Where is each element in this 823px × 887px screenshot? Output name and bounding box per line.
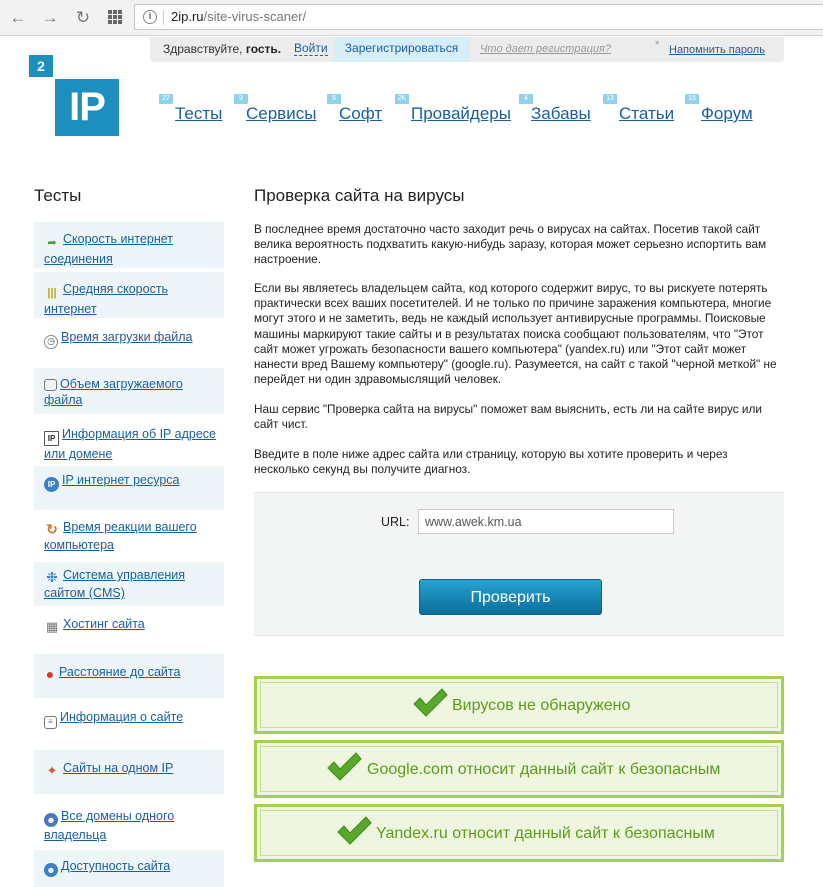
login-bar — [150, 37, 784, 62]
sidebar-item-file-size[interactable] — [34, 368, 224, 414]
nav-count-badge: 4 — [519, 94, 533, 104]
nav-label[interactable]: Сервисы — [246, 104, 317, 123]
nav-count-badge: 2K — [395, 94, 409, 104]
logo-ip[interactable]: IP — [55, 79, 119, 136]
sidebar-item-label[interactable]: Время загрузки файла — [61, 330, 193, 344]
sidebar-item-label[interactable]: Скорость интернет соединения — [44, 232, 173, 266]
nav-count-badge: 27 — [159, 94, 173, 104]
url-domain: 2ip.ru — [171, 9, 204, 24]
result-google — [254, 740, 784, 798]
sidebar-item-hosting[interactable] — [34, 614, 224, 640]
sidebar-item-label[interactable]: Средняя скорость интернет — [44, 282, 169, 316]
sidebar-item-resource-ip[interactable] — [34, 466, 224, 510]
server-icon: ▦ — [45, 619, 59, 634]
sidebar-item-cms[interactable] — [34, 562, 224, 606]
sidebar-item-label[interactable]: Хостинг сайта — [63, 617, 145, 631]
owner-icon: ☻ — [44, 813, 58, 827]
intro-paragraph-4: Введите в поле ниже адрес сайта или страницу, которую вы хотите проверить и через несколько секунд вы получите диагноз. — [254, 447, 728, 477]
reload-icon[interactable]: ↻ — [75, 8, 91, 27]
url-text[interactable] — [171, 9, 306, 24]
cms-icon: ❉ — [46, 569, 58, 585]
clock-icon: ◷ — [44, 335, 58, 349]
result-no-viruses — [254, 676, 784, 734]
result-text: Вирусов не обнаружено — [452, 697, 631, 714]
nav-label[interactable]: Софт — [339, 104, 383, 123]
register-button[interactable]: Зарегистрироваться — [333, 37, 470, 62]
sidebar-item-same-ip[interactable] — [34, 750, 224, 794]
sidebar-item-label[interactable]: Расстояние до сайта — [59, 665, 181, 679]
sidebar-item-ip-info[interactable] — [34, 422, 224, 468]
nav-label[interactable]: Статьи — [619, 104, 675, 123]
page-info-icon[interactable]: i — [143, 10, 157, 24]
sidebar-item-owner-domains[interactable] — [34, 804, 224, 850]
sidebar-item-label[interactable]: Время реакции вашего компьютера — [44, 520, 197, 552]
sidebar-item-download-time[interactable] — [34, 322, 224, 358]
refresh-icon: ↻ — [46, 521, 58, 537]
page-title: Проверка сайта на вирусы — [254, 186, 465, 205]
nav-label[interactable]: Забавы — [531, 104, 591, 123]
url-separator — [163, 10, 164, 25]
nav-label[interactable]: Провайдеры — [411, 104, 511, 123]
sidebar-item-label[interactable]: Доступность сайта — [61, 859, 171, 873]
sidebar-item-speed[interactable] — [34, 222, 224, 268]
check-button[interactable]: Проверить — [419, 579, 602, 615]
checkmark-icon — [411, 687, 449, 719]
intro-paragraph-3: Наш сервис "Проверка сайта на вирусы" поможет вам выяснить, есть ли на сайте вирус или сайт чист. — [254, 402, 762, 432]
apps-grid-icon[interactable] — [108, 10, 122, 24]
url-label: URL: — [381, 515, 410, 529]
url-input[interactable] — [418, 509, 674, 534]
nav-label[interactable]: Форум — [701, 104, 753, 123]
sidebar-item-reaction-time[interactable] — [34, 514, 224, 560]
intro-paragraph-2: Если вы являетесь владельцем сайта, код которого содержит вирус, то вы рискуете потерять практически всех ваших посетителей. И не только по причине заражения компьютера, многие могут этого и не заметить, ведь не каждый использует антивирусные программы. Поисковые машины маркируют такие сайты и в результатах поиска сообщают пользователям, что "Этот сайт может угрожать безопасности вашего компьютера" (yandex.ru) или "Этот сайт может нанести вред Вашему компьютеру" (google.ru). Разумеется, на сайт с такой "черной меткой" не перейдет ни один здравомыслящий человек. — [254, 281, 777, 387]
nav-count-badge: 15 — [685, 94, 699, 104]
sidebar-item-label[interactable]: Объем загружаемого файла — [44, 377, 183, 407]
nav-count-badge: 13 — [603, 94, 617, 104]
greeting-prefix: Здравствуйте, — [163, 42, 246, 56]
sidebar-title: Тесты — [34, 186, 82, 205]
result-text: Google.com относит данный сайт к безопасным — [367, 761, 721, 778]
asterisk-icon: * — [655, 39, 660, 51]
nav-count-badge: 5 — [327, 94, 341, 104]
checkmark-icon — [335, 815, 373, 847]
url-path: /site-virus-scaner/ — [203, 9, 307, 24]
forward-arrow-icon[interactable]: → — [41, 8, 59, 27]
login-link[interactable]: Войти — [294, 41, 328, 55]
arrow-icon: ➦ — [47, 237, 57, 249]
browser-toolbar — [0, 0, 823, 36]
sidebar-item-average-speed[interactable] — [34, 272, 224, 318]
globe-icon: IP — [44, 477, 59, 492]
result-yandex — [254, 804, 784, 862]
sidebar-item-label[interactable]: Сайты на одном IP — [63, 761, 174, 775]
sidebar-item-site-info[interactable] — [34, 706, 224, 736]
check-form — [254, 492, 784, 636]
result-text: Yandex.ru относит данный сайт к безопасным — [376, 825, 715, 842]
sidebar-item-label[interactable]: IP интернет ресурса — [62, 473, 180, 487]
screen-icon — [44, 379, 57, 391]
bars-icon: ||| — [47, 287, 57, 299]
back-arrow-icon[interactable]: ← — [9, 8, 27, 27]
sidebar-item-availability[interactable] — [34, 850, 224, 887]
greeting-name: гость. — [245, 42, 282, 56]
why-register-link[interactable]: Что дает регистрация? — [480, 43, 611, 55]
sidebar-item-label[interactable]: Информация о сайте — [60, 710, 184, 724]
sidebar-item-distance[interactable] — [34, 654, 224, 698]
ip-icon: IP — [44, 431, 59, 446]
nav-label[interactable]: Тесты — [175, 104, 223, 123]
sidebar-item-label[interactable]: Все домены одного владельца — [44, 809, 175, 842]
top-navigation — [0, 92, 823, 132]
network-icon: ✦ — [46, 763, 58, 778]
sidebar-item-label[interactable]: Система управления сайтом (CMS) — [44, 568, 185, 600]
checkmark-icon — [325, 751, 363, 783]
nav-count-badge: 9 — [234, 94, 248, 104]
intro-paragraph-1: В последнее время достаточно часто заходит речь о вирусах на сайтах. Посетив такой сайт велика вероятность подхватить какую-нибудь заразу, которая может серьезно испортить вам настроение. — [254, 222, 767, 267]
sidebar-item-label[interactable]: Информация об IP адресе или домене — [44, 427, 216, 461]
greeting — [163, 42, 281, 56]
document-icon: ≡ — [44, 716, 57, 729]
address-bar[interactable] — [134, 4, 823, 30]
availability-icon: ☻ — [44, 863, 58, 877]
remind-password-link[interactable]: Напомнить пароль — [669, 44, 765, 56]
map-pin-icon: ● — [45, 666, 55, 682]
logo-2[interactable]: 2 — [29, 55, 53, 77]
